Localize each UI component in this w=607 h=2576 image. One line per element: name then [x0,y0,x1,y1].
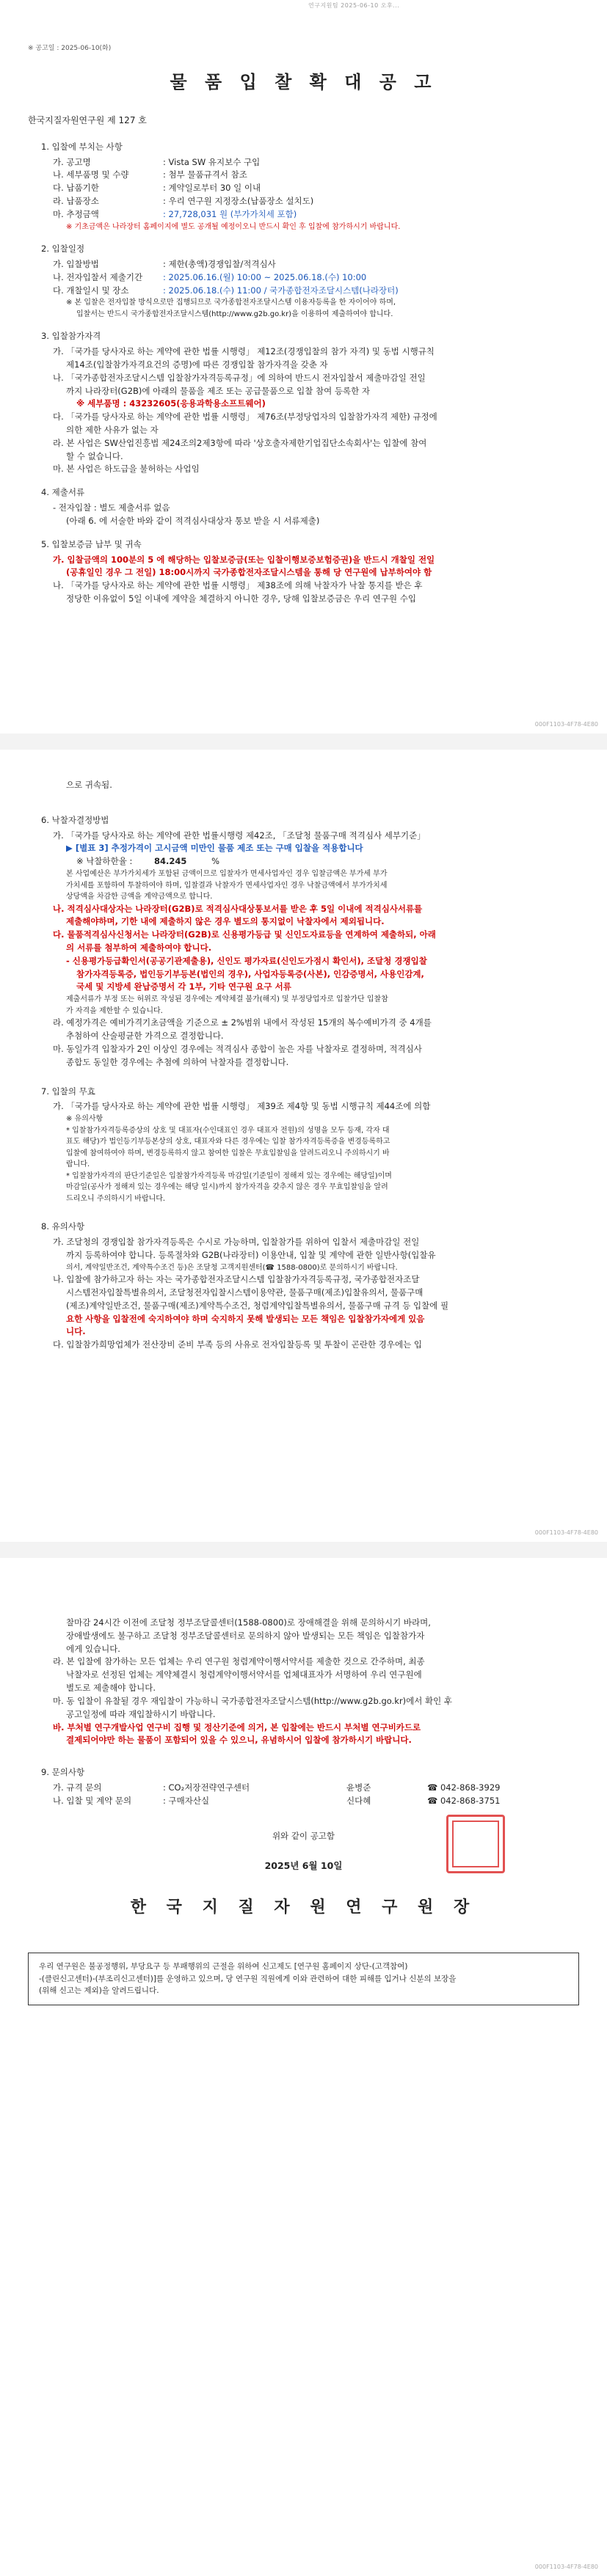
contact-name: 윤병준 [346,1782,371,1793]
item-line: 정당한 이유없이 5일 이내에 계약을 체결하지 아니한 경우, 당해 입찰보증금은 우리 연구원 수입 [66,593,416,604]
contact-type: 가. 규격 문의 [53,1782,102,1793]
opening-datetime: : 2025.06.18.(수) 11:00 / 국가종합전자조달시스템(나라장터) [163,285,399,296]
notice-line: -(클린신고센터)-(부조리신고센터)]를 운영하고 있으며, 당 연구원 직원에게 이와 관련하여 대한 피해를 입거나 신분의 보장을 [39,1974,457,1983]
item-line: * 입찰참가자격등록증상의 상호 및 대표자(수인대표인 경우 대표자 전원)의 성명을 모두 등재, 각자 대 [66,1126,390,1135]
section-title: 1. 입찰에 부치는 사항 [41,141,123,152]
section-8 [28,1221,579,1352]
row-key: 라. 납품장소 [53,195,99,206]
rate-unit: % [211,856,220,867]
contact-dept: : CO₂저장전략연구센터 [163,1782,250,1793]
notice-number: 한국지질자원연구원 제 127 호 [28,115,147,126]
item-line: 랍니다. [66,1160,90,1169]
page-footer-code: 000F1103-4F78-4E80 [534,720,598,728]
item-line: 결제되어야만 하는 물품이 포함되어 있을 수 있으니, 유념하시어 입찰에 참가하시기 바랍니다. [66,1735,412,1746]
item-line: 나. 적격심사대상자는 나라장터(G2B)로 적격심사대상통보서를 받은 후 5일 이내에 적격심사서류를 [53,903,423,914]
item-line: 라. 본 입찰에 참가하는 모든 업체는 우리 연구원 청렴계약이행서약서를 제출한 것으로 간주하며, 최종 [53,1656,425,1667]
note-line: ※ 본 입찰은 전자입찰 방식으로만 집행되므로 국가종합전자조달시스템 이용자등록을 한 자이어야 하며, [66,299,396,307]
item-line: 마감일(공사가 정해져 있는 경우에는 해당 일시)까지 참가자격을 갖추지 않은 경우 무효입찰임을 알려 [66,1183,388,1192]
section-title: 8. 유의사항 [41,1221,85,1232]
document-page-2 [0,750,607,1542]
item-line: 나. 「국가종합전자조달시스템 입찰참가자격등록규정」에 의하여 반드시 전자입찰서 제출마감일 전일 [53,372,426,383]
section-9 [28,1766,579,1807]
item-line: 에게 있습니다. [66,1643,120,1654]
contact-name: 신다혜 [346,1795,371,1806]
bid-period: : 2025.06.16.(월) 10:00 ~ 2025.06.18.(수) 10:00 [163,271,367,282]
row-value: : 제한(총액)경쟁입찰/적격심사 [163,258,276,269]
contact-row [28,1795,579,1808]
item-line: - 전자입찰 : 별도 제출서류 없음 [53,502,170,513]
row-key: 나. 전자입찰서 제출기간 [53,271,143,282]
item-line: 다. 물품적격심사신청서는 나라장터(G2B)로 신용평가등급 및 신인도자료등을 연계하여 제출하되, 아래 [53,929,436,940]
item-line: 추첨하여 산술평균한 가격으로 결정합니다. [66,1031,224,1042]
item-line: 참가자격등록증, 법인등기부등본(법인의 경우), 사업자등록증(사본), 인감증명서, 사용인감계, [76,968,424,979]
item-line: 마. 동 입찰이 유찰될 경우 재입찰이 가능하니 국가종합전자조달시스템(http://www.g2b.go.kr)에서 확인 후 [53,1695,453,1706]
item-line: 입찰에 참여하여야 하며, 변경등록하지 않고 참여한 입찰은 무효입찰임을 알려드리오니 주의하시기 바 [66,1149,390,1157]
section-title: 9. 문의사항 [41,1767,85,1778]
section-title: 3. 입찰참가자격 [41,331,101,342]
item-line: 제출서류가 부정 또는 허위로 작성된 경우에는 계약체결 불가(해지) 및 부정당업자로 입찰가단 입찰참 [66,995,388,1004]
item-line: 드리오니 주의하시기 바랍니다. [66,1194,166,1203]
estimated-amount: : 27,728,031 원 (부가가치세 포함) [163,208,297,219]
item-line: 본 사업예산은 부가가치세가 포함된 금액이므로 입찰자가 면세사업자인 경우 입찰금액은 부가세 부가 [66,870,388,879]
issue-date: 2025년 6월 10일 [264,1860,343,1872]
document-title: 물 품 입 찰 확 대 공 고 [170,71,437,92]
announcement-date: ※ 공고일 : 2025-06-10(화) [28,45,112,52]
row-key: 다. 납품기한 [53,183,99,194]
closing-statement: 위와 같이 공고함 [272,1830,335,1841]
section-title: 7. 입찰의 무효 [41,1086,95,1097]
rate-label: ※ 낙찰하한율 : [76,856,133,867]
row-key: 마. 추정금액 [53,208,99,219]
item-line: 까지 나라장터(G2B)에 아래의 물품을 제조 또는 공급물품으로 입찰 참여 등록한 자 [66,385,371,396]
item-line: (공휴일인 경우 그 전일) 18:00시까지 국가종합전자조달시스템을 통해 당 연구원에 납부하여야 함 [66,567,432,578]
item-line: 까지 등록하여야 합니다. 등록절차와 G2B(나라장터) 이용안내, 입찰 및 계약에 관한 일반사항(입찰유 [66,1249,436,1260]
continued-line: 으로 귀속됨. [66,780,112,790]
item-line: - 신용평가등급확인서(공공기관제출용), 신인도 평가자료(신인도가점시 확인서), 조달청 경쟁입찰 [66,955,427,966]
item-line: 별도로 제출해야 합니다. [66,1683,156,1694]
item-line: 다. 입찰참가희망업체가 전산장비 준비 부족 등의 사유로 전자입찰등록 및 투찰이 곤란한 경우에는 입 [53,1339,422,1350]
item-line: 낙찰자로 선정된 업체는 계약체결시 청렴계약이행서약서를 업체대표자가 서명하여 우리 연구원에 [66,1669,422,1680]
row-key: 가. 입찰방법 [53,258,99,269]
item-line: 의서, 계약일반조건, 계약특수조건 등)은 조달청 고객지원센터(☎ 1588-0800)로 문의하시기 바랍니다. [66,1263,398,1272]
section-title: 2. 입찰일정 [41,244,85,255]
item-line: 가 자격을 제한할 수 있습니다. [66,1006,163,1015]
item-line: 다. 「국가를 당사자로 하는 계약에 관한 법률 시행령」 제76조(부정당업자의 입찰참가자격 제한) 규정에 [53,411,437,422]
contact-dept: : 구매자산실 [163,1795,210,1806]
item-line: 니다. [66,1326,86,1337]
issuer-name: 한 국 지 질 자 원 연 구 원 장 [130,1898,477,1917]
document-page-1 [0,0,607,733]
item-line: 제14조(입찰참가자격요건의 증명)에 따른 경쟁입찰 참가자격을 갖춘 자 [66,359,328,370]
section-2 [28,243,579,320]
item-line: 마. 동일가격 입찰자가 2인 이상인 경우에는 적격심사 종합이 높은 자를 낙찰자로 결정하며, 적격심사 [53,1043,422,1054]
row-value: : 우리 연구원 지정장소(납품장소 설치도) [163,195,314,206]
section-title: 6. 낙찰자결정방법 [41,814,109,825]
item-line: 바. 부처별 연구개발사업 연구비 집행 및 정산기준에 의거, 본 입찰에는 반드시 부처별 연구비카드로 [53,1721,421,1732]
contact-row [28,1782,579,1795]
item-line: 공고일정에 따라 재입찰하시기 바랍니다. [66,1708,216,1719]
item-category-code: ※ 세부품명 : 43232605(응용과학용소프트웨어) [76,398,266,409]
document-page-3 [0,1558,607,2576]
official-seal-icon [446,1815,505,1873]
base-amount-note: ※ 기초금액은 나라장터 홈페이지에 별도 공개될 예정이오니 반드시 확인 후 입찰에 참가하시기 바랍니다. [66,222,401,231]
note-line: 입찰서는 반드시 국가종합전자조달시스템(http://www.g2b.go.kr)을 이용하여 제출하여야 합니다. [76,310,393,318]
row-key: 다. 개찰일시 및 장소 [53,285,129,296]
item-line: ※ 유의사항 [66,1115,103,1124]
item-line: 마. 본 사업은 하도급을 불허하는 사업임 [53,464,200,475]
section-7 [28,1086,579,1205]
item-line: 찰마감 24시간 이전에 조달청 정부조달콜센터(1588-0800)로 장애해결을 위해 문의하시기 바라며, [66,1617,431,1628]
item-line: 표도 해당)가 법인등기부등본상의 상호, 대표자와 다른 경우에는 입찰 참가자격등록증을 변경등록하고 [66,1138,390,1146]
item-line: 라. 예정가격은 예비가격기초금액을 기준으로 ± 2%범위 내에서 작성된 15개의 복수예비가격 중 4개를 [53,1017,432,1028]
item-line: (제조)계약일반조건, 물품구매(제조)계약특수조건, 청렴계약입찰특별유의서, 물품구매 규격 등 입찰에 필 [66,1300,449,1311]
notice-line: 우리 연구원은 불공정행위, 부당요구 등 부패행위의 근절을 위하여 신고제도 [연구원 홈페이지 상단-(고객참여) [39,1961,408,1971]
item-line: 가. 입찰금액의 100분의 5 에 해당하는 입찰보증금(또는 입찰이행보증보험증권)을 반드시 개찰일 전일 [53,554,435,565]
notice-line: (위해 신고는 제외)을 알려드립니다. [39,1986,159,1996]
anti-corruption-notice [28,1953,579,2005]
contact-phone: ☎ 042-868-3929 [427,1782,501,1793]
item-line: 가. 「국가를 당사자로 하는 계약에 관한 법률 시행령」 제12조(경쟁입찰의 참가 자격) 및 동법 시행규칙 [53,346,435,357]
row-value: : 첨부 물품규격서 참조 [163,169,247,180]
item-line: 할 수 없습니다. [66,450,123,461]
section-5 [28,538,579,606]
item-line: * 입찰참가자격의 판단기준일은 입찰참가자격등록 마감일(기준일이 정해져 있는 경우에는 해당일)이며 [66,1171,392,1180]
contact-phone: ☎ 042-868-3751 [427,1795,501,1806]
item-line: 나. 입찰에 참가하고자 하는 자는 국가종합전자조달시스템 입찰참가자격등록규정, 국가종합전자조달 [53,1274,420,1285]
item-line: 장애발생에도 불구하고 조달청 정부조달콜센터로 문의하지 않아 발생되는 모든 책임은 입찰참가자 [66,1630,425,1641]
page-footer-code: 000F1103-4F78-4E80 [534,1529,598,1536]
item-line: (아래 6. 에 서술한 바와 같이 적격심사대상자 통보 받을 시 서류제출) [66,515,320,526]
item-line: 가. 「국가를 당사자로 하는 계약에 관한 법률시행령 제42조, 「조달청 물품구매 적격심사 세부기준」 [53,830,426,841]
section-1 [28,141,579,233]
page-footer-code: 000F1103-4F78-4E80 [534,2563,598,2570]
contact-type: 나. 입찰 및 계약 문의 [53,1795,132,1806]
evaluation-standard: ▶ [별표 3] 추정가격이 고시금액 미만인 물품 제조 또는 구매 입찰을 적용합니다 [66,843,363,854]
item-line: 제출해야하며, 기한 내에 제출하지 않은 경우 별도의 통지없이 낙찰자에서 제외됩니다. [66,916,385,927]
item-line: 종합도 동일한 경우에는 추첨에 의하여 낙찰자를 결정합니다. [66,1056,289,1067]
item-line: 나. 「국가를 당사자로 하는 계약에 관한 법률 시행령」 제38조에 의해 낙찰자가 낙찰 통지를 받은 후 [53,580,423,591]
item-line: 라. 본 사업은 SW산업진흥법 제24조의2제3항에 따라 '상호출자제한기업집단소속회사'는 입찰에 참여 [53,437,427,448]
row-key: 나. 세부품명 및 수량 [53,169,129,180]
item-line: 가. 조달청의 경쟁입찰 참가자격등록은 수시로 가능하며, 입찰참가를 위하여 입찰서 제출마감일 전일 [53,1236,420,1247]
row-key: 가. 공고명 [53,156,91,167]
section-3 [28,330,579,476]
section-6 [28,814,579,1069]
item-line: 가치세를 포함하여 투찰하여야 하며, 입찰결과 낙찰자가 면세사업자인 경우 낙찰금액에서 부가가치세 [66,881,388,890]
item-line: 가. 「국가를 당사자로 하는 계약에 관한 법률 시행령」 제39조 제4항 및 동법 시행규칙 제44조에 의함 [53,1101,431,1112]
item-line: 시스템전자입찰특별유의서, 조달청전자입찰시스템이용약관, 물품구매(제조)입찰유의서, 물품구매 [66,1287,424,1298]
item-line: 요한 사항을 입찰전에 숙지하여야 하며 숙지하지 못해 발생되는 모든 책임은 입찰참가자에게 있음 [66,1313,425,1324]
page-header-strip: 연구지원팀 2025-06-10 오후... [308,2,400,9]
rate-value: 84.245 [154,856,187,867]
lower-limit-rate [28,855,579,868]
section-4 [28,486,579,527]
item-line: 의한 제한 사유가 없는 자 [66,425,159,436]
item-line: 상당액을 차감한 금액을 계약금액으로 합니다. [66,893,213,901]
row-value: : Vista SW 유지보수 구입 [163,156,261,167]
section-title: 5. 입찰보증금 납부 및 귀속 [41,538,142,549]
item-line: 의 서류를 첨부하여 제출하여야 합니다. [66,943,212,953]
row-value: : 계약일로부터 30 일 이내 [163,183,261,194]
item-line: 국세 및 지방세 완납증명서 각 1부, 기타 연구원 요구 서류 [76,981,291,992]
section-title: 4. 제출서류 [41,487,85,498]
